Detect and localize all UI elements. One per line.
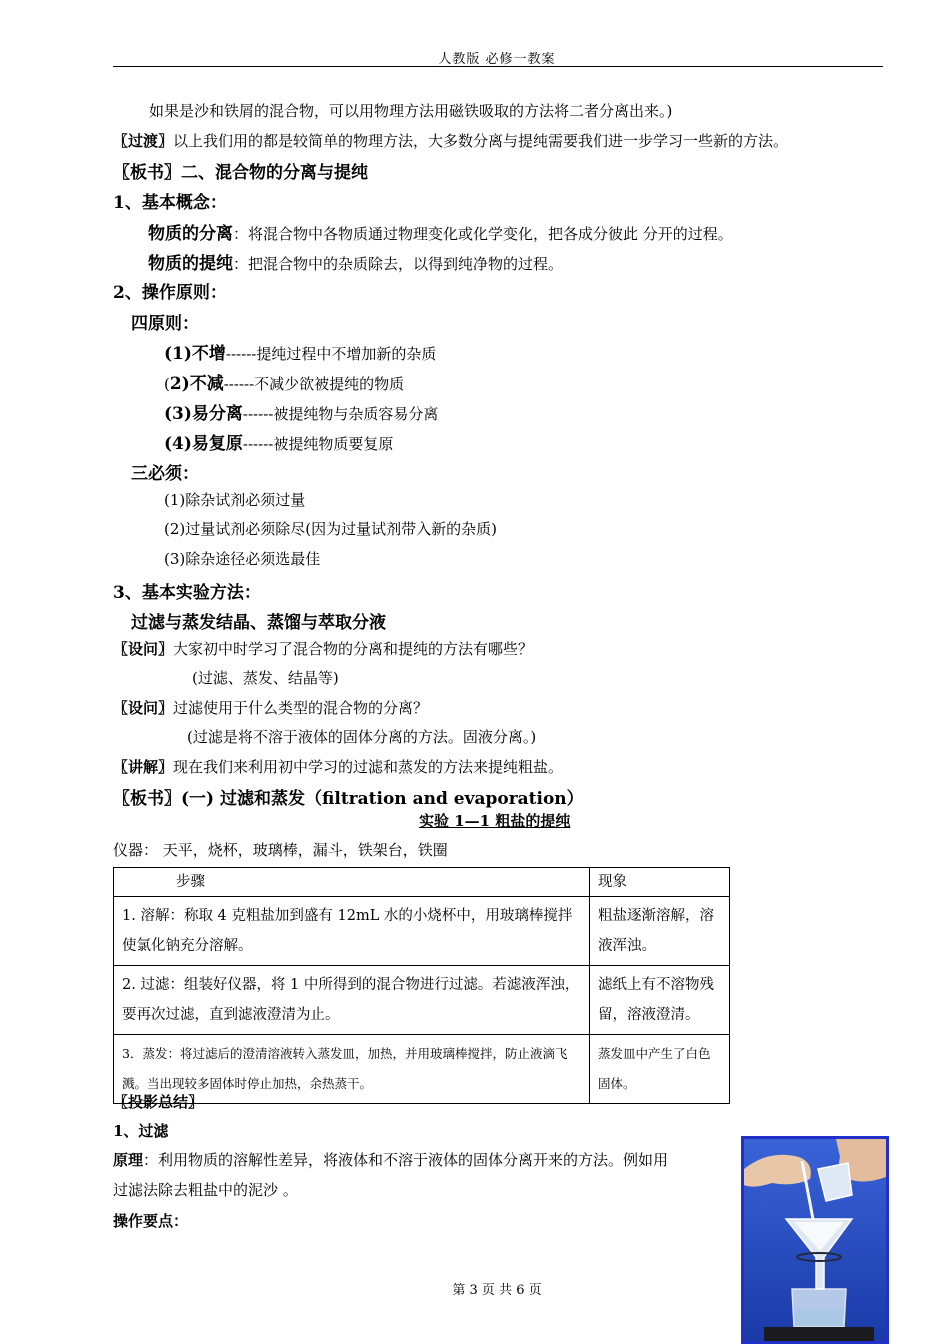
- table-cell-observation: 滤纸上有不溶物残留，溶液澄清。: [590, 966, 730, 1035]
- experiment-table: [113, 867, 730, 1104]
- operation-points-label: 操作要点：: [113, 1212, 189, 1230]
- experiment-title: 实验 1—1 粗盐的提纯: [419, 812, 571, 830]
- subheading-methods: 3、基本实验方法：: [113, 583, 261, 603]
- principle-paren: (: [164, 375, 170, 393]
- principle-text: ------不减少欲被提纯的物质: [223, 375, 405, 393]
- instrument-list: 仪器： 天平，烧杯，玻璃棒，漏斗，铁架台，铁圈: [113, 841, 448, 859]
- table-cell-step: 3．蒸发：将过滤后的澄清溶液转入蒸发皿，加热，并用玻璃棒搅拌，防止液滴飞溅。当出现较多固体时停止加热，余热蒸干。: [114, 1035, 590, 1104]
- board-heading: [113, 784, 584, 809]
- question-tag: 〖设问〗: [113, 699, 174, 717]
- question-tag: 〖设问〗: [113, 640, 174, 658]
- board-text: (一) 过滤和蒸发（filtration and evaporation）: [181, 789, 584, 809]
- answer-line: (过滤是将不溶于液体的固体分离的方法。固液分离。): [187, 728, 537, 746]
- principle-text: ：利用物质的溶解性差异，将液体和不溶于液体的固体分离开来的方法。例如用: [143, 1151, 669, 1169]
- question-text: 大家初中时学习了混合物的分离和提纯的方法有哪些？: [173, 640, 534, 658]
- board-tag: 〖板书〗: [113, 789, 181, 809]
- principle-item: [164, 429, 393, 454]
- projection-summary-tag: 〖投影总结〗: [113, 1093, 204, 1111]
- principle-text: ------被提纯物与杂质容易分离: [242, 405, 439, 423]
- question-line: [113, 697, 428, 718]
- explanation-text: 现在我们来利用初中学习的过滤和蒸发的方法来提纯粗盐。: [173, 758, 564, 776]
- answer-line: (过滤、蒸发、结晶等): [192, 669, 339, 687]
- principle-line-2: 过滤法除去粗盐中的泥沙 。: [113, 1181, 298, 1199]
- transition-text: 以上我们用的都是较简单的物理方法，大多数分离与提纯需要我们进一步学习一些新的方法。: [173, 132, 789, 150]
- definition-text: ：把混合物中的杂质除去，以得到纯净物的过程。: [233, 255, 564, 273]
- subheading-filtration: 1、过滤: [113, 1122, 169, 1140]
- principle-item: [164, 369, 404, 394]
- principle-term: 2)不减: [169, 374, 224, 394]
- explanation-tag: 〖讲解〗: [113, 758, 174, 776]
- definition-text: ：将混合物中各物质通过物理变化或化学变化，把各成分彼此 分开的过程。: [233, 225, 733, 243]
- principle-item: [164, 339, 436, 364]
- page-header-title: 人教版 必修一教案: [438, 52, 556, 67]
- term: 物质的提纯: [148, 254, 233, 274]
- definition-separation: [148, 219, 733, 244]
- filtration-illustration: [744, 1139, 886, 1341]
- principle-term: (4)易复原: [164, 434, 243, 454]
- must-item: (3)除杂途径必须选最佳: [164, 550, 321, 568]
- must-item: (1)除杂试剂必须过量: [164, 491, 306, 509]
- table-cell-observation: 粗盐逐渐溶解，溶液浑浊。: [590, 897, 730, 966]
- must-item: (2)过量试剂必须除尽(因为过量试剂带入新的杂质): [164, 520, 497, 538]
- principle-term: (1)不增: [164, 344, 226, 364]
- principle-line: [113, 1149, 668, 1170]
- subheading-principles: 2、操作原则：: [113, 283, 227, 303]
- four-principles-label: 四原则：: [131, 314, 199, 334]
- table-header-row: [114, 868, 730, 897]
- table-header-observation: 现象: [590, 868, 730, 897]
- principle-tag: 原理: [113, 1151, 144, 1169]
- transition-line: [113, 130, 788, 151]
- header-divider: [113, 66, 883, 67]
- principle-item: [164, 399, 438, 424]
- principle-text: ------提纯过程中不增加新的杂质: [225, 345, 437, 363]
- explanation-line: [113, 756, 563, 777]
- principle-term: (3)易分离: [164, 404, 243, 424]
- page-number-footer: 第 3 页 共 6 页: [452, 1283, 542, 1298]
- filtration-photo: [741, 1136, 889, 1344]
- definition-purification: [148, 249, 563, 274]
- table-row: [114, 966, 730, 1035]
- question-line: [113, 638, 533, 659]
- table-cell-step: 1. 溶解：称取 4 克粗盐加到盛有 12mL 水的小烧杯中，用玻璃棒搅拌使氯化钠充分溶解。: [114, 897, 590, 966]
- text-line: 如果是沙和铁屑的混合物，可以用物理方法用磁铁吸取的方法将二者分离出来。): [149, 102, 673, 120]
- subheading-concepts: 1、基本概念：: [113, 193, 227, 213]
- table-row: [114, 897, 730, 966]
- question-text: 过滤使用于什么类型的混合物的分离？: [173, 699, 429, 717]
- principle-text: ------被提纯物质要复原: [242, 435, 394, 453]
- methods-list: 过滤与蒸发结晶、蒸馏与萃取分液: [131, 613, 386, 633]
- transition-tag: 〖过渡〗: [113, 132, 174, 150]
- three-musts-label: 三必须：: [131, 464, 199, 484]
- section-heading: 〖板书〗二、混合物的分离与提纯: [113, 163, 368, 183]
- table-header-step: 步骤: [114, 868, 590, 897]
- table-cell-observation: 蒸发皿中产生了白色固体。: [590, 1035, 730, 1104]
- table-cell-step: 2. 过滤：组装好仪器，将 1 中所得到的混合物进行过滤。若滤液浑浊，要再次过滤，直到滤液澄清为止。: [114, 966, 590, 1035]
- term: 物质的分离: [148, 224, 233, 244]
- table-row: [114, 1035, 730, 1104]
